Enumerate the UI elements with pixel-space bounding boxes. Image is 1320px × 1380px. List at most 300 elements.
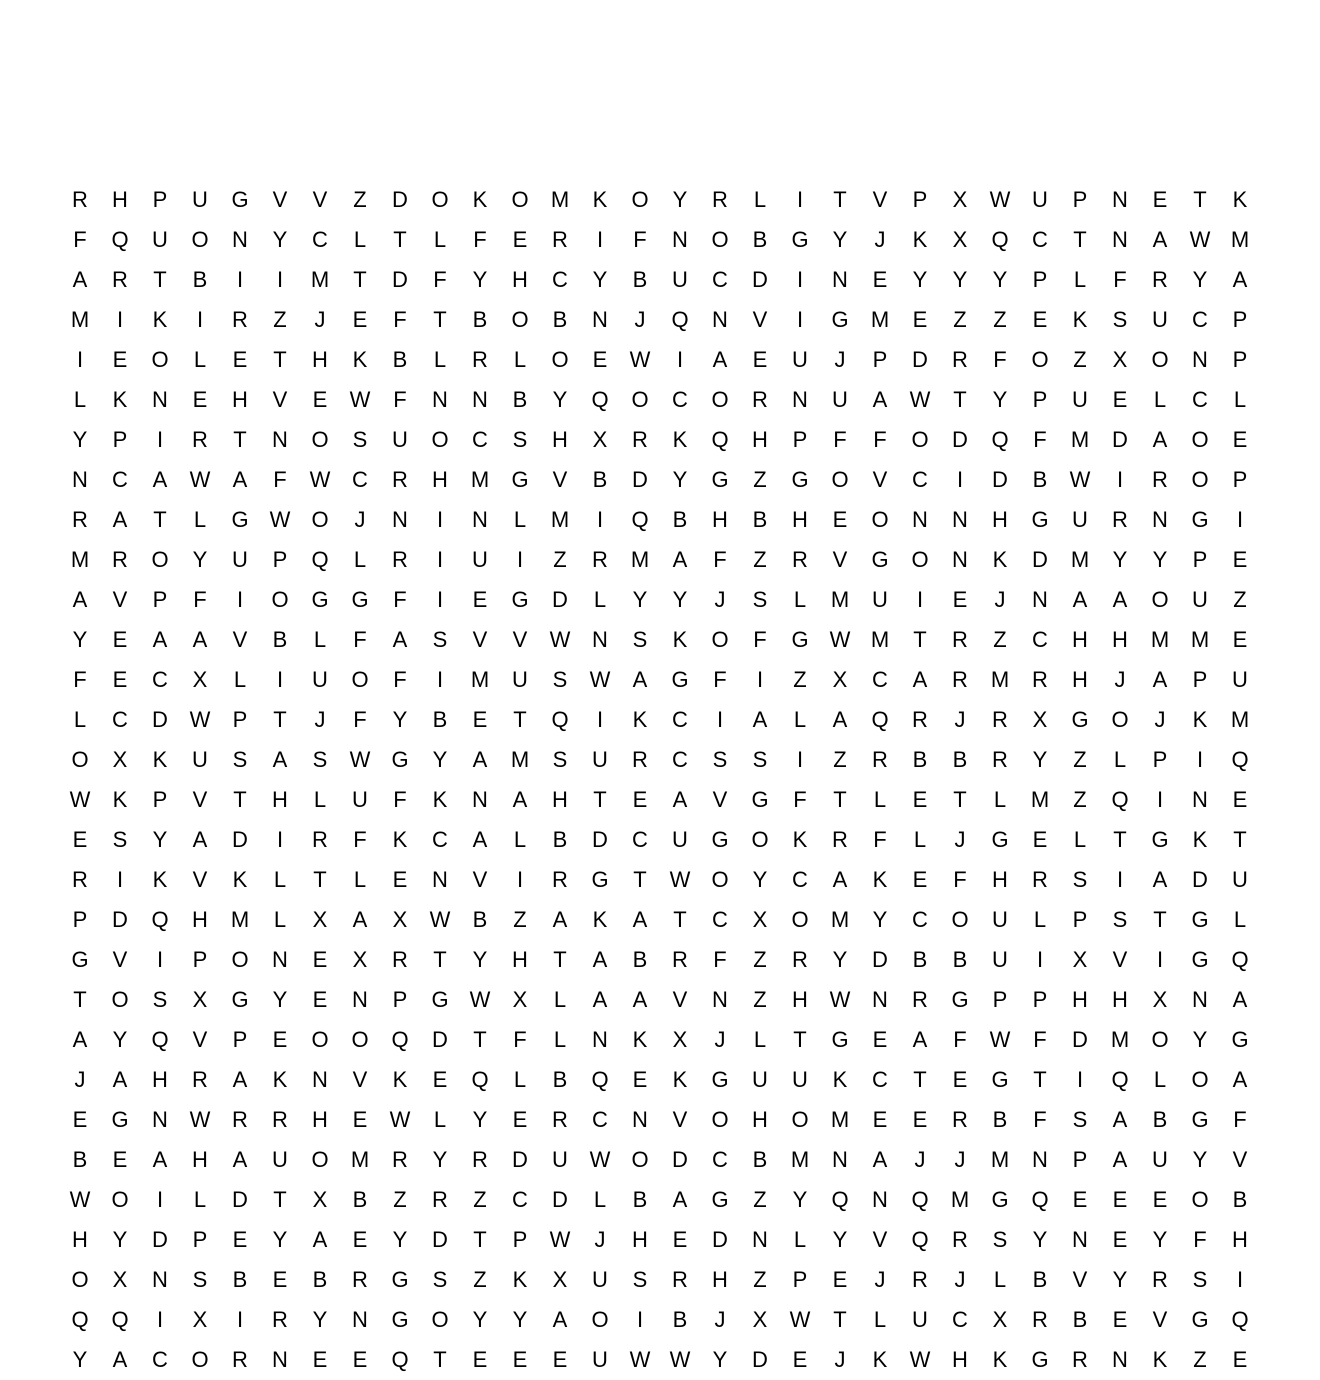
grid-letter[interactable]: R	[1152, 467, 1168, 492]
grid-letter[interactable]: N	[1192, 347, 1208, 372]
grid-letter[interactable]: R	[1112, 507, 1128, 532]
grid-letter[interactable]: K	[512, 1267, 528, 1292]
grid-letter[interactable]: G	[751, 787, 769, 812]
grid-letter[interactable]: I	[276, 267, 284, 292]
grid-letter[interactable]: P	[152, 787, 168, 812]
grid-letter[interactable]: R	[952, 667, 968, 692]
grid-letter[interactable]: S	[552, 747, 568, 772]
grid-letter[interactable]: U	[192, 747, 208, 772]
grid-letter[interactable]: A	[112, 1347, 128, 1372]
grid-letter[interactable]: W	[309, 467, 331, 492]
grid-letter[interactable]: W	[989, 1027, 1011, 1052]
grid-letter[interactable]: B	[632, 267, 648, 292]
grid-letter[interactable]: A	[1112, 1147, 1128, 1172]
grid-letter[interactable]: B	[232, 1267, 248, 1292]
grid-letter[interactable]: E	[352, 1347, 368, 1372]
grid-letter[interactable]: W	[349, 387, 371, 412]
grid-letter[interactable]: F	[73, 667, 87, 692]
grid-letter[interactable]: F	[353, 827, 367, 852]
grid-letter[interactable]: M	[70, 307, 90, 332]
grid-letter[interactable]: R	[232, 1347, 248, 1372]
grid-letter[interactable]: P	[1232, 347, 1248, 372]
grid-letter[interactable]: B	[192, 267, 208, 292]
grid-letter[interactable]: G	[1191, 907, 1209, 932]
grid-letter[interactable]: G	[1071, 707, 1089, 732]
grid-letter[interactable]: E	[1112, 1307, 1128, 1332]
grid-letter[interactable]: S	[552, 667, 568, 692]
grid-letter[interactable]: W	[669, 1347, 691, 1372]
grid-letter[interactable]: W	[909, 387, 931, 412]
grid-letter[interactable]: U	[512, 667, 528, 692]
grid-letter[interactable]: Q	[991, 227, 1009, 252]
grid-letter[interactable]: Z	[1073, 787, 1087, 812]
grid-letter[interactable]: F	[393, 787, 407, 812]
grid-letter[interactable]: E	[512, 227, 528, 252]
grid-letter[interactable]: B	[72, 1147, 88, 1172]
grid-letter[interactable]: L	[73, 707, 87, 732]
grid-letter[interactable]: N	[1112, 187, 1128, 212]
grid-letter[interactable]: F	[473, 227, 487, 252]
grid-letter[interactable]: Y	[72, 1347, 88, 1372]
grid-letter[interactable]: Y	[992, 267, 1008, 292]
grid-letter[interactable]: R	[392, 547, 408, 572]
grid-letter[interactable]: H	[712, 507, 728, 532]
grid-letter[interactable]: L	[433, 347, 447, 372]
grid-letter[interactable]: S	[752, 587, 768, 612]
grid-letter[interactable]: R	[432, 1187, 448, 1212]
grid-letter[interactable]: R	[272, 1307, 288, 1332]
grid-letter[interactable]: A	[912, 667, 928, 692]
grid-letter[interactable]: R	[592, 547, 608, 572]
grid-letter[interactable]: O	[71, 747, 89, 772]
grid-letter[interactable]: T	[1113, 827, 1127, 852]
grid-letter[interactable]: W	[989, 187, 1011, 212]
grid-letter[interactable]: R	[272, 1107, 288, 1132]
grid-letter[interactable]: X	[672, 1027, 688, 1052]
grid-letter[interactable]: I	[76, 347, 84, 372]
grid-letter[interactable]: P	[1032, 987, 1048, 1012]
grid-letter[interactable]: V	[672, 987, 688, 1012]
grid-letter[interactable]: I	[516, 547, 524, 572]
grid-letter[interactable]: U	[592, 747, 608, 772]
grid-letter[interactable]: O	[791, 907, 809, 932]
grid-letter[interactable]: J	[994, 587, 1006, 612]
grid-letter[interactable]: O	[111, 987, 129, 1012]
grid-letter[interactable]: Z	[753, 987, 767, 1012]
grid-letter[interactable]: L	[793, 1227, 807, 1252]
grid-letter[interactable]: C	[712, 1147, 728, 1172]
grid-letter[interactable]: T	[1033, 1067, 1047, 1092]
grid-letter[interactable]: U	[1152, 307, 1168, 332]
grid-letter[interactable]: E	[1232, 1347, 1248, 1372]
grid-letter[interactable]: Q	[311, 547, 329, 572]
grid-letter[interactable]: I	[276, 667, 284, 692]
grid-letter[interactable]: W	[829, 987, 851, 1012]
grid-letter[interactable]: M	[470, 667, 490, 692]
grid-letter[interactable]: V	[112, 587, 128, 612]
grid-letter[interactable]: P	[272, 547, 288, 572]
grid-letter[interactable]: Q	[391, 1347, 409, 1372]
grid-letter[interactable]: O	[431, 1307, 449, 1332]
grid-letter[interactable]: F	[393, 307, 407, 332]
grid-letter[interactable]: T	[273, 1187, 287, 1212]
grid-letter[interactable]: T	[353, 267, 367, 292]
grid-letter[interactable]: K	[152, 307, 168, 332]
grid-letter[interactable]: M	[1150, 627, 1170, 652]
grid-letter[interactable]: I	[796, 747, 804, 772]
grid-letter[interactable]: S	[192, 1267, 208, 1292]
grid-letter[interactable]: T	[593, 787, 607, 812]
grid-letter[interactable]: F	[953, 867, 967, 892]
grid-letter[interactable]: I	[1156, 947, 1164, 972]
grid-letter[interactable]: D	[712, 1227, 728, 1252]
grid-letter[interactable]: K	[592, 187, 608, 212]
grid-letter[interactable]: E	[272, 1267, 288, 1292]
grid-letter[interactable]: U	[672, 827, 688, 852]
grid-letter[interactable]: W	[909, 1347, 931, 1372]
grid-letter[interactable]: H	[992, 507, 1008, 532]
grid-letter[interactable]: K	[832, 1067, 848, 1092]
grid-letter[interactable]: I	[436, 547, 444, 572]
grid-letter[interactable]: V	[512, 627, 528, 652]
grid-letter[interactable]: K	[592, 907, 608, 932]
grid-letter[interactable]: L	[513, 827, 527, 852]
grid-letter[interactable]: N	[472, 507, 488, 532]
grid-letter[interactable]: D	[912, 347, 928, 372]
grid-letter[interactable]: W	[629, 347, 651, 372]
grid-letter[interactable]: N	[952, 507, 968, 532]
grid-letter[interactable]: F	[753, 627, 767, 652]
grid-letter[interactable]: I	[796, 307, 804, 332]
grid-letter[interactable]: L	[353, 547, 367, 572]
grid-letter[interactable]: N	[712, 307, 728, 332]
grid-letter[interactable]: L	[273, 867, 287, 892]
grid-letter[interactable]: O	[1151, 1027, 1169, 1052]
grid-letter[interactable]: V	[872, 187, 888, 212]
grid-letter[interactable]: E	[392, 867, 408, 892]
grid-letter[interactable]: N	[1192, 787, 1208, 812]
grid-letter[interactable]: X	[992, 1307, 1008, 1332]
grid-letter[interactable]: I	[1236, 507, 1244, 532]
grid-letter[interactable]: V	[272, 387, 288, 412]
grid-letter[interactable]: V	[1072, 1267, 1088, 1292]
grid-letter[interactable]: L	[193, 507, 207, 532]
grid-letter[interactable]: Z	[393, 1187, 407, 1212]
grid-letter[interactable]: K	[152, 867, 168, 892]
grid-letter[interactable]: A	[512, 787, 528, 812]
grid-letter[interactable]: M	[870, 307, 890, 332]
grid-letter[interactable]: Y	[1032, 747, 1048, 772]
grid-letter[interactable]: Q	[911, 1227, 929, 1252]
grid-letter[interactable]: O	[191, 1347, 209, 1372]
grid-letter[interactable]: L	[1233, 387, 1247, 412]
grid-letter[interactable]: H	[112, 187, 128, 212]
grid-letter[interactable]: Y	[672, 587, 688, 612]
grid-letter[interactable]: K	[792, 827, 808, 852]
grid-letter[interactable]: G	[791, 467, 809, 492]
grid-letter[interactable]: U	[992, 907, 1008, 932]
grid-letter[interactable]: R	[392, 1147, 408, 1172]
grid-letter[interactable]: X	[552, 1267, 568, 1292]
grid-letter[interactable]: L	[753, 1027, 767, 1052]
grid-letter[interactable]: E	[632, 787, 648, 812]
grid-letter[interactable]: U	[792, 347, 808, 372]
grid-letter[interactable]: I	[236, 267, 244, 292]
grid-letter[interactable]: D	[752, 1347, 768, 1372]
grid-letter[interactable]: E	[112, 347, 128, 372]
grid-letter[interactable]: N	[952, 547, 968, 572]
grid-letter[interactable]: Z	[833, 747, 847, 772]
grid-letter[interactable]: M	[350, 1147, 370, 1172]
grid-letter[interactable]: A	[832, 707, 848, 732]
grid-letter[interactable]: A	[272, 747, 288, 772]
grid-letter[interactable]: E	[72, 827, 88, 852]
grid-letter[interactable]: H	[312, 1107, 328, 1132]
grid-letter[interactable]: P	[1152, 747, 1168, 772]
grid-letter[interactable]: E	[1032, 827, 1048, 852]
grid-letter[interactable]: C	[352, 467, 368, 492]
grid-letter[interactable]: U	[392, 427, 408, 452]
grid-letter[interactable]: K	[632, 707, 648, 732]
grid-letter[interactable]: Y	[392, 1227, 408, 1252]
grid-letter[interactable]: Z	[473, 1267, 487, 1292]
grid-letter[interactable]: K	[392, 1067, 408, 1092]
grid-letter[interactable]: V	[112, 947, 128, 972]
grid-letter[interactable]: H	[792, 507, 808, 532]
grid-letter[interactable]: T	[1193, 187, 1207, 212]
grid-letter[interactable]: X	[1112, 347, 1128, 372]
grid-letter[interactable]: L	[1073, 267, 1087, 292]
grid-letter[interactable]: F	[873, 827, 887, 852]
grid-letter[interactable]: Q	[1111, 1067, 1129, 1092]
grid-letter[interactable]: T	[433, 947, 447, 972]
grid-letter[interactable]: N	[752, 1227, 768, 1252]
grid-letter[interactable]: Y	[672, 187, 688, 212]
grid-letter[interactable]: A	[1112, 1107, 1128, 1132]
grid-letter[interactable]: N	[632, 1107, 648, 1132]
grid-letter[interactable]: S	[1112, 307, 1128, 332]
grid-letter[interactable]: E	[312, 387, 328, 412]
grid-letter[interactable]: E	[72, 1107, 88, 1132]
grid-letter[interactable]: R	[312, 827, 328, 852]
grid-letter[interactable]: R	[872, 747, 888, 772]
grid-letter[interactable]: S	[632, 1267, 648, 1292]
grid-letter[interactable]: I	[676, 347, 684, 372]
grid-letter[interactable]: F	[1233, 1107, 1247, 1132]
grid-letter[interactable]: U	[912, 1307, 928, 1332]
grid-letter[interactable]: O	[351, 667, 369, 692]
grid-letter[interactable]: E	[312, 947, 328, 972]
grid-letter[interactable]: T	[153, 267, 167, 292]
grid-letter[interactable]: I	[116, 867, 124, 892]
grid-letter[interactable]: R	[912, 987, 928, 1012]
grid-letter[interactable]: N	[72, 467, 88, 492]
grid-letter[interactable]: U	[592, 1347, 608, 1372]
grid-letter[interactable]: Y	[952, 267, 968, 292]
grid-letter[interactable]: T	[1073, 227, 1087, 252]
grid-letter[interactable]: A	[632, 987, 648, 1012]
grid-letter[interactable]: D	[512, 1147, 528, 1172]
grid-letter[interactable]: T	[313, 867, 327, 892]
grid-letter[interactable]: I	[1196, 747, 1204, 772]
grid-letter[interactable]: P	[232, 1027, 248, 1052]
grid-letter[interactable]: V	[352, 1067, 368, 1092]
grid-letter[interactable]: V	[192, 867, 208, 892]
grid-letter[interactable]: G	[991, 827, 1009, 852]
grid-letter[interactable]: E	[832, 507, 848, 532]
grid-letter[interactable]: Q	[1031, 1187, 1049, 1212]
grid-letter[interactable]: V	[832, 547, 848, 572]
grid-letter[interactable]: Q	[1231, 747, 1249, 772]
grid-letter[interactable]: C	[592, 1107, 608, 1132]
grid-letter[interactable]: H	[1232, 1227, 1248, 1252]
grid-letter[interactable]: I	[1156, 787, 1164, 812]
grid-letter[interactable]: L	[273, 907, 287, 932]
grid-letter[interactable]: R	[552, 867, 568, 892]
grid-letter[interactable]: U	[872, 587, 888, 612]
grid-letter[interactable]: R	[752, 387, 768, 412]
grid-letter[interactable]: Y	[832, 947, 848, 972]
grid-letter[interactable]: M	[790, 1147, 810, 1172]
grid-letter[interactable]: N	[352, 1307, 368, 1332]
grid-letter[interactable]: T	[833, 187, 847, 212]
grid-letter[interactable]: H	[752, 427, 768, 452]
grid-letter[interactable]: O	[631, 187, 649, 212]
grid-letter[interactable]: X	[352, 947, 368, 972]
grid-letter[interactable]: B	[1232, 1187, 1248, 1212]
grid-letter[interactable]: L	[1153, 387, 1167, 412]
grid-letter[interactable]: O	[711, 227, 729, 252]
grid-letter[interactable]: G	[231, 187, 249, 212]
grid-letter[interactable]: E	[232, 347, 248, 372]
grid-letter[interactable]: G	[991, 1067, 1009, 1092]
grid-letter[interactable]: U	[1232, 867, 1248, 892]
grid-letter[interactable]: K	[632, 1027, 648, 1052]
grid-letter[interactable]: K	[112, 387, 128, 412]
grid-letter[interactable]: V	[472, 627, 488, 652]
grid-letter[interactable]: D	[992, 467, 1008, 492]
grid-letter[interactable]: H	[952, 1347, 968, 1372]
grid-letter[interactable]: G	[1191, 1307, 1209, 1332]
grid-letter[interactable]: G	[111, 1107, 129, 1132]
grid-letter[interactable]: G	[231, 507, 249, 532]
grid-letter[interactable]: U	[752, 1067, 768, 1092]
grid-letter[interactable]: L	[1233, 907, 1247, 932]
grid-letter[interactable]: F	[73, 227, 87, 252]
grid-letter[interactable]: K	[112, 787, 128, 812]
grid-letter[interactable]: S	[1192, 1267, 1208, 1292]
grid-letter[interactable]: G	[591, 867, 609, 892]
grid-letter[interactable]: Y	[592, 267, 608, 292]
grid-letter[interactable]: N	[272, 1347, 288, 1372]
grid-letter[interactable]: Q	[631, 507, 649, 532]
grid-letter[interactable]: O	[1191, 427, 1209, 452]
grid-letter[interactable]: S	[112, 827, 128, 852]
grid-letter[interactable]: L	[1033, 907, 1047, 932]
grid-letter[interactable]: A	[1112, 587, 1128, 612]
grid-letter[interactable]: P	[1072, 907, 1088, 932]
grid-letter[interactable]: Y	[72, 427, 88, 452]
grid-letter[interactable]: E	[1032, 307, 1048, 332]
grid-letter[interactable]: M	[470, 467, 490, 492]
grid-letter[interactable]: X	[112, 747, 128, 772]
grid-letter[interactable]: O	[511, 187, 529, 212]
grid-letter[interactable]: P	[512, 1227, 528, 1252]
grid-letter[interactable]: F	[713, 947, 727, 972]
grid-letter[interactable]: G	[951, 987, 969, 1012]
grid-letter[interactable]: J	[714, 1307, 726, 1332]
grid-letter[interactable]: M	[1030, 787, 1050, 812]
grid-letter[interactable]: K	[992, 547, 1008, 572]
grid-letter[interactable]: G	[511, 467, 529, 492]
grid-letter[interactable]: B	[672, 1307, 688, 1332]
grid-letter[interactable]: K	[872, 1347, 888, 1372]
grid-letter[interactable]: B	[632, 947, 648, 972]
grid-letter[interactable]: X	[1152, 987, 1168, 1012]
grid-letter[interactable]: N	[592, 627, 608, 652]
grid-letter[interactable]: O	[151, 347, 169, 372]
grid-letter[interactable]: D	[392, 187, 408, 212]
grid-letter[interactable]: L	[73, 387, 87, 412]
grid-letter[interactable]: Z	[1073, 347, 1087, 372]
grid-letter[interactable]: T	[833, 1307, 847, 1332]
grid-letter[interactable]: B	[912, 947, 928, 972]
grid-letter[interactable]: E	[552, 1347, 568, 1372]
grid-letter[interactable]: R	[632, 747, 648, 772]
grid-letter[interactable]: H	[552, 787, 568, 812]
grid-letter[interactable]: Y	[672, 467, 688, 492]
grid-letter[interactable]: W	[589, 1147, 611, 1172]
grid-letter[interactable]: B	[992, 1107, 1008, 1132]
grid-letter[interactable]: I	[156, 947, 164, 972]
grid-letter[interactable]: Y	[792, 1187, 808, 1212]
grid-letter[interactable]: R	[1152, 1267, 1168, 1292]
grid-letter[interactable]: H	[192, 1147, 208, 1172]
grid-letter[interactable]: B	[752, 227, 768, 252]
grid-letter[interactable]: I	[956, 467, 964, 492]
grid-letter[interactable]: W	[789, 1307, 811, 1332]
grid-letter[interactable]: W	[389, 1107, 411, 1132]
grid-letter[interactable]: J	[1154, 707, 1166, 732]
grid-letter[interactable]: L	[513, 1067, 527, 1092]
grid-letter[interactable]: H	[1072, 987, 1088, 1012]
grid-letter[interactable]: P	[872, 347, 888, 372]
grid-letter[interactable]: I	[596, 707, 604, 732]
grid-letter[interactable]: A	[872, 1147, 888, 1172]
grid-letter[interactable]: S	[152, 987, 168, 1012]
grid-letter[interactable]: J	[714, 1027, 726, 1052]
grid-letter[interactable]: F	[513, 1027, 527, 1052]
grid-letter[interactable]: Q	[911, 1187, 929, 1212]
grid-letter[interactable]: O	[71, 1267, 89, 1292]
grid-letter[interactable]: L	[1113, 747, 1127, 772]
grid-letter[interactable]: I	[756, 667, 764, 692]
grid-letter[interactable]: P	[792, 1267, 808, 1292]
grid-letter[interactable]: X	[312, 1187, 328, 1212]
grid-letter[interactable]: C	[432, 827, 448, 852]
grid-letter[interactable]: O	[431, 427, 449, 452]
grid-letter[interactable]: B	[1072, 1307, 1088, 1332]
grid-letter[interactable]: A	[672, 787, 688, 812]
grid-letter[interactable]: N	[832, 267, 848, 292]
grid-letter[interactable]: T	[673, 907, 687, 932]
grid-letter[interactable]: N	[312, 1067, 328, 1092]
grid-letter[interactable]: N	[912, 507, 928, 532]
grid-letter[interactable]: A	[112, 507, 128, 532]
grid-letter[interactable]: X	[752, 1307, 768, 1332]
grid-letter[interactable]: A	[1232, 1067, 1248, 1092]
grid-letter[interactable]: L	[993, 1267, 1007, 1292]
